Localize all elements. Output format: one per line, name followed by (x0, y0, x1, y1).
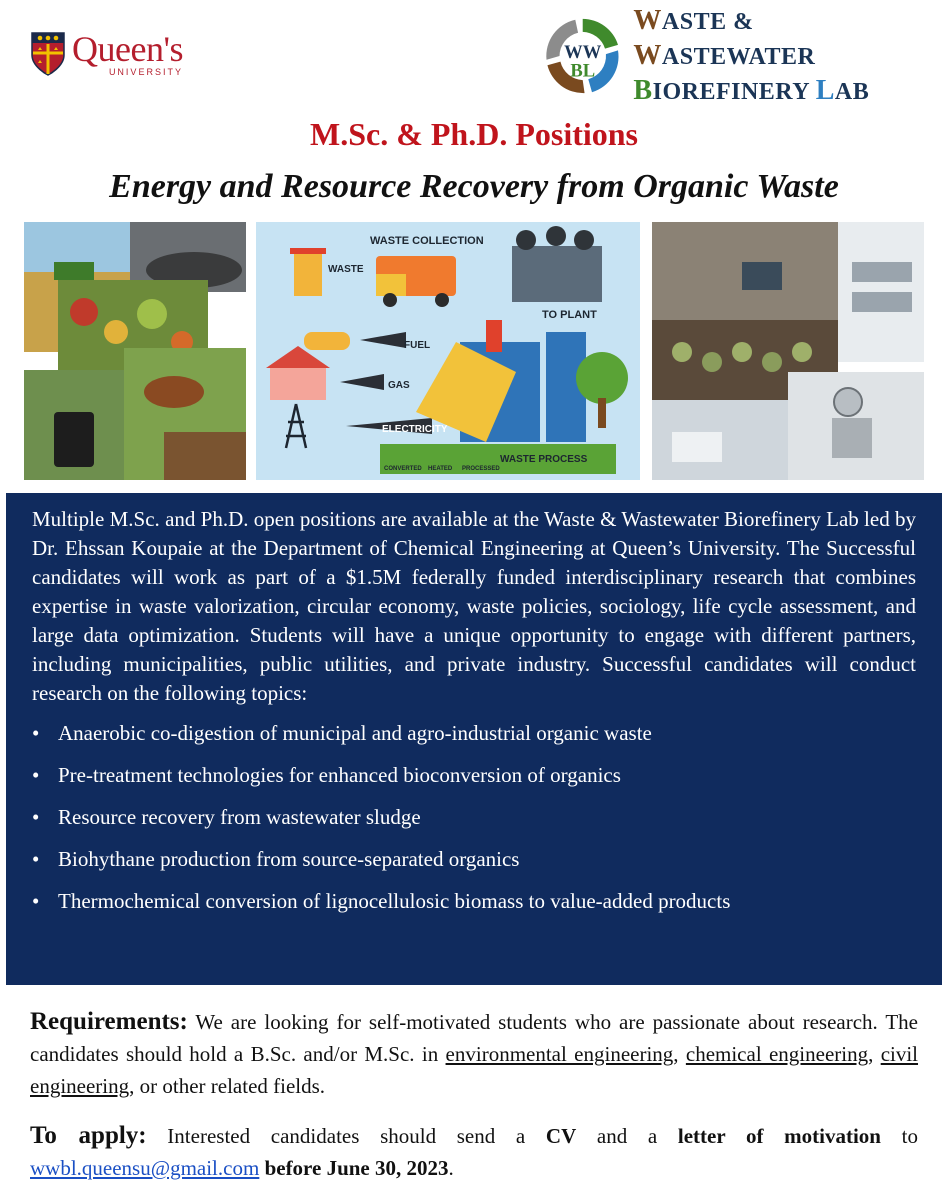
apply-section (30, 1120, 918, 1184)
queens-sub: UNIVERSITY (108, 67, 183, 77)
apply-cv: CV (545, 1124, 577, 1148)
contact-email-link[interactable]: wwbl.queensu@gmail.com (30, 1156, 260, 1180)
field-chemical: chemical engineering (685, 1042, 869, 1066)
queens-name: Queen's (72, 29, 183, 69)
trash-bin-icon (294, 252, 322, 296)
label-waste: WASTE (328, 264, 364, 275)
label-fuel: FUEL (404, 340, 431, 351)
separator: , (673, 1042, 686, 1066)
wwbl-rest: AB (834, 78, 870, 105)
apply-text: to (880, 1124, 918, 1148)
wwbl-rest: ASTE & (661, 8, 754, 35)
label-heated: HEATED (428, 466, 453, 472)
separator: , (868, 1042, 881, 1066)
apply-heading: To apply: (30, 1122, 147, 1149)
car-icon (304, 332, 350, 350)
apply-text: Interested candidates should send a (146, 1124, 546, 1148)
label-electricity: ELECTRICITY (382, 424, 448, 435)
requirements-text-end: , or other related fields. (129, 1074, 326, 1098)
list-item (32, 838, 916, 880)
processing-plant-icon (512, 246, 602, 302)
wwbl-rest: ASTEWATER (661, 43, 816, 70)
wwbl-recycle-ring-icon (540, 10, 625, 102)
field-environmental: environmental engineering (445, 1042, 674, 1066)
apply-letter: letter of motivation (677, 1124, 881, 1148)
list-item (32, 880, 916, 922)
topic-text: Pre-treatment technologies for enhanced bioconversion of organics (58, 763, 621, 787)
apply-deadline: before June 30, 2023 (264, 1156, 449, 1180)
list-item (32, 712, 916, 754)
house-icon (270, 366, 326, 400)
bullet: • (32, 805, 40, 829)
wwbl-name-line1 (633, 4, 920, 74)
positions-description: Multiple M.Sc. and Ph.D. open positions are available at the Waste & Wastewater Biorefinery Lab led by Dr. Ehssan Koupaie at the Department of Chemical Engineering at Queen’s University. The Successful candidates will work as part of a $1.5M federally funded interdisciplinary research that combines expertise in waste valorization, circular economy, waste policies, sociology, life cycle assessment, and large data optimization. Students will have a unique opportunity to engage with different partners, including municipalities, public utilities, and private industry. Successful candidates will conduct research on the following topics: (32, 507, 916, 705)
list-item (32, 796, 916, 838)
apply-text: and a (576, 1124, 678, 1148)
wwbl-badge-top: WW (564, 41, 602, 63)
waste-photo-collage (24, 222, 246, 480)
positions-info-panel (6, 493, 942, 985)
research-topics-list (32, 712, 916, 922)
requirements-text: We are looking for self-motivated students who are passionate about research. The candidates should hold a B.Sc. and/or M.Sc. in (30, 1010, 918, 1066)
topic-text: Resource recovery from wastewater sludge (58, 805, 421, 829)
waste-to-energy-infographic (256, 222, 640, 480)
apply-text: . (448, 1156, 454, 1180)
label-gas: GAS (388, 380, 410, 391)
label-converted: CONVERTED (384, 466, 422, 472)
wwbl-cap: B (633, 74, 653, 106)
requirements-section (30, 1006, 918, 1102)
topic-text: Biohythane production from source-separated organics (58, 847, 520, 871)
queens-university-logo (30, 24, 270, 84)
label-to-plant: TO PLANT (542, 309, 597, 321)
list-item (32, 754, 916, 796)
topic-text: Thermochemical conversion of lignocellulosic biomass to value-added products (58, 889, 731, 913)
label-waste-process: WASTE PROCESS (500, 454, 588, 465)
wwbl-badge-bottom: BL (570, 60, 596, 82)
page-title: M.Sc. & Ph.D. Positions (310, 116, 638, 152)
page-subtitle: Energy and Resource Recovery from Organic Waste (109, 168, 839, 205)
bullet: • (32, 721, 40, 745)
wwbl-rest: IOREFINERY (652, 78, 816, 105)
requirements-heading: Requirements: (30, 1008, 188, 1035)
bullet: • (32, 889, 40, 913)
field-civil: civil engineering (30, 1042, 919, 1098)
queens-shield-icon (30, 31, 66, 77)
wwbl-cap: W (633, 39, 662, 71)
topic-text: Anaerobic co-digestion of municipal and agro-industrial organic waste (58, 721, 652, 745)
label-processed: PROCESSED (462, 466, 500, 472)
lab-photo-collage (652, 222, 924, 480)
wwbl-cap: L (815, 74, 835, 106)
wwbl-cap: W (633, 4, 662, 36)
bullet: • (32, 847, 40, 871)
wwbl-logo (540, 4, 920, 106)
tree-icon (576, 352, 628, 404)
wwbl-name-line2 (633, 74, 920, 109)
label-waste-collection: WASTE COLLECTION (370, 235, 484, 247)
bullet: • (32, 763, 40, 787)
